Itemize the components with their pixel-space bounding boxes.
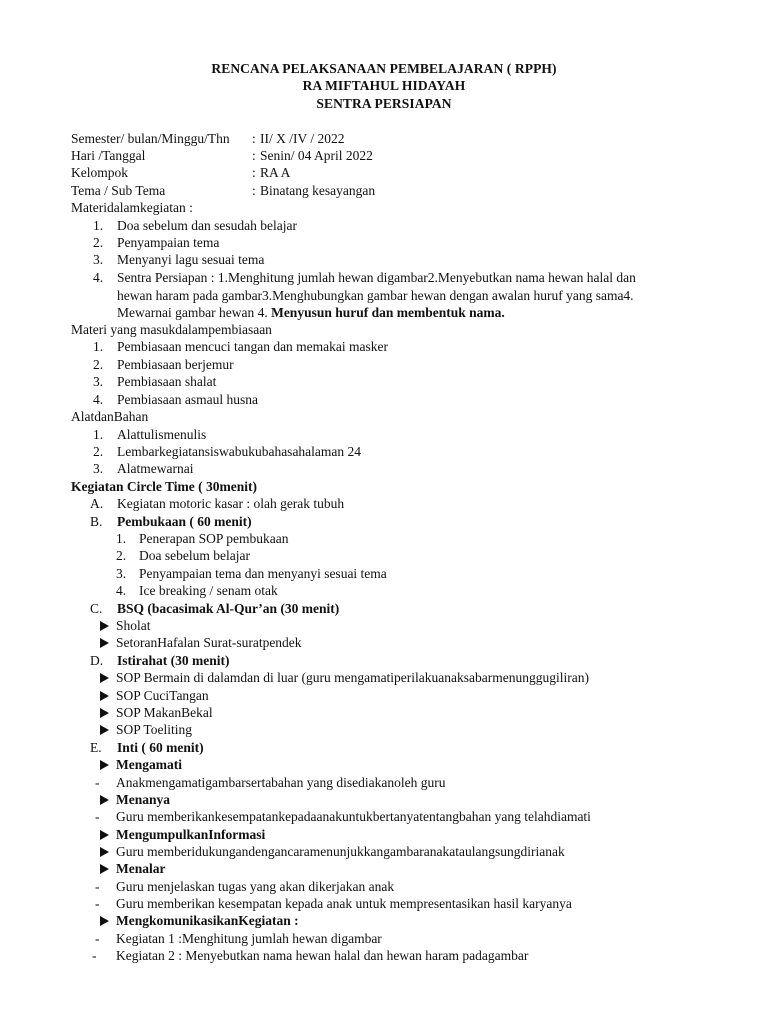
list-item-continued bbox=[117, 305, 505, 321]
arrow-bullet-icon bbox=[100, 827, 109, 843]
step-mengkomunikasikan: MengkomunikasikanKegiatan : bbox=[116, 913, 299, 928]
doc-title: RENCANA PELAKSANAAN PEMBELAJARAN ( RPPH) bbox=[211, 61, 557, 76]
arrow-bullet-icon bbox=[100, 670, 109, 686]
sentra-name: SENTRA PERSIAPAN bbox=[316, 96, 452, 111]
list-item: SOP Bermain di dalamdan di luar (guru mengamatiperilakuanaksabarmenunggugiliran) bbox=[116, 670, 589, 685]
list-item: Sholat bbox=[116, 618, 151, 633]
list-number: 3. bbox=[93, 252, 104, 267]
list-item-continued: hewan haram pada gambar3.Menghubungkan gambar hewan dengan awalan huruf yang sama4. bbox=[117, 288, 634, 303]
arrow-bullet-icon bbox=[100, 844, 109, 860]
list-number: 2. bbox=[116, 548, 127, 563]
info-value-semester: II/ X /IV / 2022 bbox=[260, 131, 345, 146]
list-number: 3. bbox=[116, 566, 127, 581]
section-d-text: Istirahat (30 menit) bbox=[117, 653, 230, 668]
list-item: Kegiatan 2 : Menyebutkan nama hewan halal dan hewan haram padagambar bbox=[116, 948, 529, 963]
list-item: Doa sebelum dan sesudah belajar bbox=[117, 218, 297, 233]
info-label-semester: Semester/ bulan/Minggu/Thn bbox=[71, 131, 230, 146]
info-label-hari: Hari /Tanggal bbox=[71, 148, 146, 163]
plain-text: Mewarnai gambar hewan 4. bbox=[117, 305, 272, 320]
arrow-bullet-icon bbox=[100, 792, 109, 808]
list-number: 1. bbox=[93, 218, 104, 233]
step-mengumpulkan: MengumpulkanInformasi bbox=[116, 827, 266, 842]
info-sep: : bbox=[252, 131, 256, 146]
bold-text: Menyusun huruf dan membentuk nama. bbox=[271, 305, 505, 320]
list-item: Kegiatan 1 :Menghitung jumlah hewan digambar bbox=[116, 931, 382, 946]
list-item: SetoranHafalan Surat-suratpendek bbox=[116, 635, 302, 650]
list-item: Alattulismenulis bbox=[117, 427, 207, 442]
list-item: SOP CuciTangan bbox=[116, 688, 209, 703]
list-item: Guru menjelaskan tugas yang akan dikerjakan anak bbox=[116, 879, 395, 894]
arrow-bullet-icon bbox=[100, 913, 109, 929]
info-sep: : bbox=[252, 165, 256, 180]
list-number: 4. bbox=[116, 583, 127, 598]
list-item: Guru memberidukungandengancaramenunjukkangambaranakataulangsungdirianak bbox=[116, 844, 565, 859]
info-value-kelompok: RA A bbox=[260, 165, 291, 180]
alat-heading: AlatdanBahan bbox=[71, 409, 149, 424]
list-item: Penerapan SOP pembukaan bbox=[139, 531, 289, 546]
section-b-text: Pembukaan ( 60 menit) bbox=[117, 514, 252, 529]
step-mengamati: Mengamati bbox=[116, 757, 182, 772]
dash-bullet: - bbox=[95, 775, 100, 790]
list-number: 2. bbox=[93, 235, 104, 250]
list-item: Pembiasaan berjemur bbox=[117, 357, 234, 372]
section-e-text: Inti ( 60 menit) bbox=[117, 740, 204, 755]
pembiasaan-heading: Materi yang masukdalampembiasaan bbox=[71, 322, 272, 337]
list-number: 4. bbox=[93, 270, 104, 285]
school-name: RA MIFTAHUL HIDAYAH bbox=[302, 78, 466, 93]
arrow-bullet-icon bbox=[100, 618, 109, 634]
dash-bullet: - bbox=[95, 931, 100, 946]
list-number: 1. bbox=[93, 427, 104, 442]
list-item: Alatmewarnai bbox=[117, 461, 194, 476]
dash-bullet: - bbox=[95, 809, 100, 824]
info-sep: : bbox=[252, 183, 256, 198]
list-item: Anakmengamatigambarsertabahan yang disediakanoleh guru bbox=[116, 775, 446, 790]
arrow-bullet-icon bbox=[100, 757, 109, 773]
info-value-tema: Binatang kesayangan bbox=[260, 183, 376, 198]
section-letter: D. bbox=[90, 653, 104, 668]
info-value-hari: Senin/ 04 April 2022 bbox=[260, 148, 373, 163]
list-item: Pembiasaan asmaul husna bbox=[117, 392, 258, 407]
list-number: 2. bbox=[93, 444, 104, 459]
section-letter: C. bbox=[90, 601, 103, 616]
list-item: Lembarkegiatansiswabukubahasahalaman 24 bbox=[117, 444, 362, 459]
arrow-bullet-icon bbox=[100, 635, 109, 651]
dash-bullet: - bbox=[95, 896, 100, 911]
list-item: SOP MakanBekal bbox=[116, 705, 213, 720]
section-letter: A. bbox=[90, 496, 104, 511]
section-a-text: Kegiatan motoric kasar : olah gerak tubuh bbox=[117, 496, 345, 511]
info-label-kelompok: Kelompok bbox=[71, 165, 128, 180]
circle-heading: Kegiatan Circle Time ( 30menit) bbox=[71, 479, 257, 494]
list-item: Ice breaking / senam otak bbox=[139, 583, 278, 598]
list-number: 1. bbox=[93, 339, 104, 354]
arrow-bullet-icon bbox=[100, 861, 109, 877]
arrow-bullet-icon bbox=[100, 688, 109, 704]
materi-heading: Materidalamkegiatan : bbox=[71, 200, 193, 215]
list-item: Penyampaian tema dan menyanyi sesuai tema bbox=[139, 566, 387, 581]
list-item: SOP Toeliting bbox=[116, 722, 192, 737]
list-item: Guru memberikan kesempatan kepada anak untuk mempresentasikan hasil karyanya bbox=[116, 896, 572, 911]
step-menalar: Menalar bbox=[116, 861, 166, 876]
section-letter: E. bbox=[90, 740, 102, 755]
list-item: Sentra Persiapan : 1.Menghitung jumlah hewan digambar2.Menyebutkan nama hewan halal dan bbox=[117, 270, 636, 285]
dash-bullet: - bbox=[95, 879, 100, 894]
list-number: 1. bbox=[116, 531, 127, 546]
step-menanya: Menanya bbox=[116, 792, 170, 807]
list-number: 2. bbox=[93, 357, 104, 372]
section-c-text: BSQ (bacasimak Al-Qur’an (30 menit) bbox=[117, 601, 340, 616]
list-number: 3. bbox=[93, 461, 104, 476]
arrow-bullet-icon bbox=[100, 722, 109, 738]
list-item: Penyampaian tema bbox=[117, 235, 220, 250]
info-sep: : bbox=[252, 148, 256, 163]
list-item: Guru memberikankesempatankepadaanakuntukbertanyatentangbahan yang telahdiamati bbox=[116, 809, 591, 824]
list-item: Pembiasaan mencuci tangan dan memakai masker bbox=[117, 339, 389, 354]
info-label-tema: Tema / Sub Tema bbox=[71, 183, 166, 198]
dash-bullet: - bbox=[92, 948, 97, 963]
list-item: Menyanyi lagu sesuai tema bbox=[117, 252, 265, 267]
list-item: Doa sebelum belajar bbox=[139, 548, 250, 563]
list-item: Pembiasaan shalat bbox=[117, 374, 217, 389]
list-number: 4. bbox=[93, 392, 104, 407]
arrow-bullet-icon bbox=[100, 705, 109, 721]
section-letter: B. bbox=[90, 514, 103, 529]
list-number: 3. bbox=[93, 374, 104, 389]
